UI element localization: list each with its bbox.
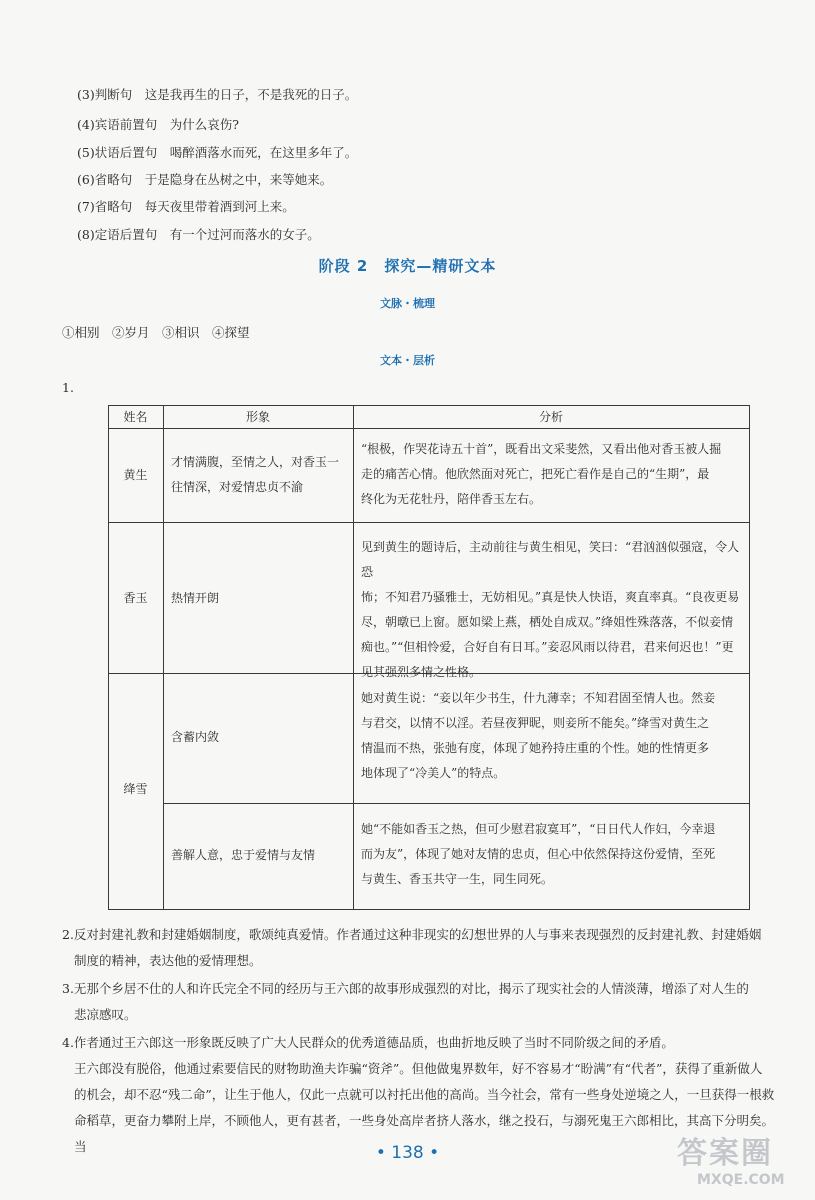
header-name: 姓名 xyxy=(123,410,148,424)
character-analysis-table xyxy=(108,405,750,910)
row-jiang-image-1: 含蓄内敛 xyxy=(171,730,220,744)
sentence-5: (5)状语后置句 喝醉酒落水而死，在这里多年了。 xyxy=(77,145,358,160)
item-2: 2.反对封建礼教和封建婚姻制度，歌颂纯真爱情。作者通过这种非现实的幻想世界的人与事来表现强烈的反封建礼教、封建婚姻 制度的精神，表达他的爱情理想。 xyxy=(62,927,762,968)
row-xiang-analysis: 见到黄生的题诗后，主动前往与黄生相见，笑曰：“君汹汹似强寇，令人恐 怖；不知君乃骚雅士，无妨相见。”真是快人快语，爽直率真。“良夜更易 尽，朝暾已上窗。愿如梁上燕，栖处自成双。”绛姐性殊落落，不似妾情 痴也。”“但相怜爱，合好自有日耳。”妾忍风雨以待君，君来何迟也！”更 见其强烈多情之性格。 xyxy=(361,540,740,679)
row-huang-image: 才情满腹，至情之人，对香玉一 往情深，对爱情忠贞不渝 xyxy=(171,455,340,494)
watermark-logo: 答案圈 MXQE.COM xyxy=(677,1136,785,1188)
sentence-8: (8)定语后置句 有一个过河而落水的女子。 xyxy=(77,227,320,242)
sentence-6: (6)省略句 于是隐身在丛树之中，来等她来。 xyxy=(77,172,333,187)
subsection-title-1: 文脉・梳理 xyxy=(380,297,435,310)
row-xiang-name: 香玉 xyxy=(123,591,148,605)
page-number: • 138 • xyxy=(375,1143,440,1163)
row-jiang-analysis-1: 她对黄生说：“妾以年少书生，什九薄幸；不知君固至情人也。然妾 与君交，以情不以淫。若昼夜狎昵，则妾所不能矣。”绛雪对黄生之 情温而不热，张弛有度，体现了她矜持庄重的个性。她的性情更多 地体现了“冷美人”的特点。 xyxy=(361,691,716,780)
section-title: 阶段 2 探究—精研文本 xyxy=(318,257,497,275)
item-4: 4.作者通过王六郎这一形象既反映了广大人民群众的优秀道德品质，也曲折地反映了当时不同阶级之间的矛盾。 王六郎没有脱俗，他通过索要信民的财物助渔夫诈骗“资斧”。但他做鬼界数年，好不容易才“盼满”有“代者”，获得了重新做人 的机会，却不忍“残二命”，让生于他人，仅此一点就可以衬托出他的高尚。当今社会，常有一些身处逆境之人，一旦获得一根救 命稻草，更奋力攀附上岸，不顾他人，更有甚者，一些身处高岸者挤人落水，继之投石，与溺死鬼王六郎相比，其高下分明矣。当 xyxy=(62,1035,775,1154)
header-image: 形象 xyxy=(245,410,270,424)
row-jiang-name: 绛雪 xyxy=(123,782,148,796)
sentence-3: (3)判断句 这是我再生的日子，不是我死的日子。 xyxy=(77,87,358,102)
row-huang-name: 黄生 xyxy=(123,468,148,482)
sentence-4: (4)宾语前置句 为什么哀伤? xyxy=(77,117,239,132)
answers-line: ①相别 ②岁月 ③相识 ④探望 xyxy=(62,325,250,340)
row-xiang-image: 热情开朗 xyxy=(171,591,220,605)
item-3: 3.无那个乡居不仕的人和许氏完全不同的经历与王六郎的故事形成强烈的对比，揭示了现实社会的人情淡薄，增添了对人生的 悲凉感叹。 xyxy=(62,981,749,1022)
sentence-7: (7)省略句 每天夜里带着酒到河上来。 xyxy=(77,199,295,214)
header-analysis: 分析 xyxy=(538,410,563,424)
row-huang-analysis: “根极，作哭花诗五十首”，既看出文采斐然，又看出他对香玉被人掘 走的痛苦心情。他欣然面对死亡，把死亡看作是自己的“生期”，最 终化为无花牡丹，陪伴香玉左右。 xyxy=(361,442,722,506)
row-jiang-analysis-2: 她“不能如香玉之热，但可少慰君寂寞耳”，“日日代人作妇，今幸退 而为友”，体现了她对友情的忠贞，但心中依然保持这份爱情，至死 与黄生、香玉共守一生，同生同死。 xyxy=(361,822,716,886)
row-jiang-image-2: 善解人意，忠于爱情与友情 xyxy=(171,848,316,862)
subsection-title-2: 文本・层析 xyxy=(380,354,435,367)
item-1-label: 1. xyxy=(62,380,74,395)
